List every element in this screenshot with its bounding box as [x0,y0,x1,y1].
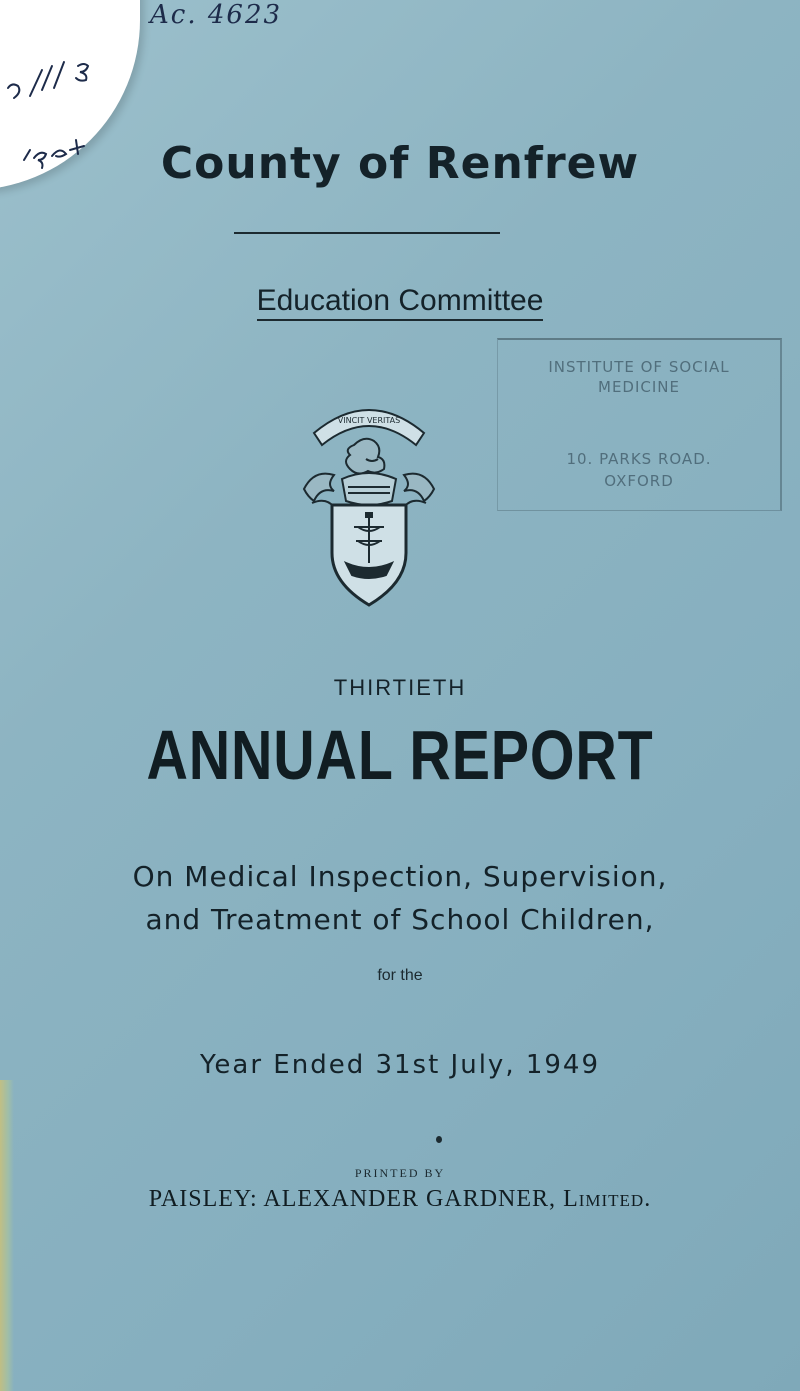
printer-imprint [0,1186,800,1213]
printer-place: PAISLEY: [148,1186,258,1212]
crest-motto: VINCIT VERITAS [337,416,401,425]
worn-edge [0,1080,14,1391]
report-title: ANNUAL REPORT [146,716,654,794]
report-year: Year Ended 31st July, 1949 [199,1050,601,1080]
handwritten-accession-number: Ac. 4623 [150,0,283,30]
printer-suffix: Limited. [563,1186,652,1212]
report-subtitle-line-2: and Treatment of School Children, [145,903,655,936]
stamp-line-1: INSTITUTE OF SOCIAL [548,358,730,376]
stamp-line-4: OXFORD [604,472,674,490]
title-rule [234,232,500,234]
library-stamp [497,338,782,511]
committee-heading [0,284,800,318]
printed-by-label: PRINTED BY [354,1166,446,1180]
county-title: County of Renfrew [160,138,640,189]
stamp-line-3: 10. PARKS ROAD. [566,450,712,468]
for-the-label: for the [377,967,423,984]
dot-mark [436,1136,442,1143]
report-ordinal: THIRTIETH [333,675,467,700]
committee-text: Education Committee [257,284,544,321]
report-subtitle-line-1: On Medical Inspection, Supervision, [132,860,668,893]
stamp-line-2: MEDICINE [598,378,680,396]
coat-of-arms-icon [296,393,442,608]
printer-name: ALEXANDER GARDNER, [263,1186,557,1212]
